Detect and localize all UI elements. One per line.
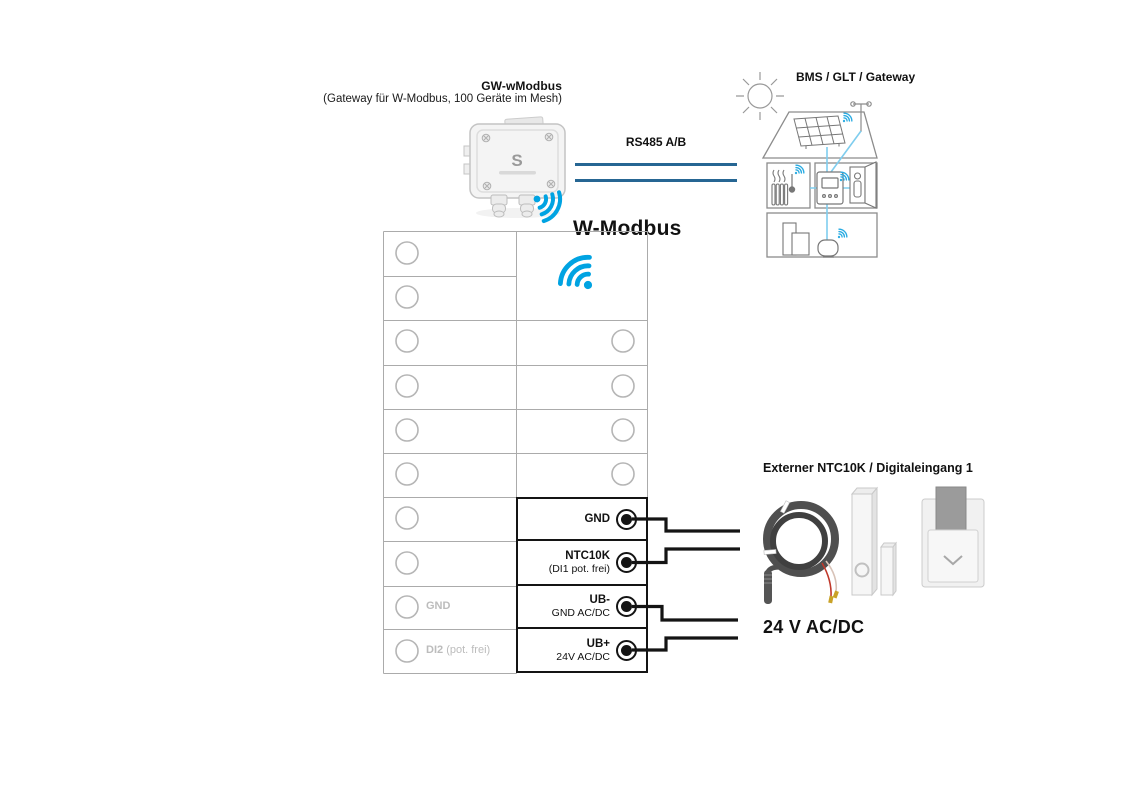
external-title: Externer NTC10K / Digitaleingang 1 xyxy=(763,461,973,475)
rs485-label: RS485 A/B xyxy=(625,135,687,149)
terminal-text xyxy=(556,638,610,663)
wire-gnd xyxy=(632,519,740,531)
terminal-sublabel: 24V AC/DC xyxy=(556,650,610,663)
terminal-text xyxy=(549,550,610,575)
terminal-label: UB+ xyxy=(586,637,610,650)
gateway-device-image xyxy=(452,112,572,224)
terminal-label: NTC10K xyxy=(565,550,610,562)
io-di2-note: (pot. frei) xyxy=(446,644,491,656)
external-devices-image xyxy=(746,480,998,608)
key-card-switch-image xyxy=(922,487,984,587)
io-label-di2 xyxy=(426,644,490,656)
io-di2-name: DI2 xyxy=(426,644,444,656)
io-label-gnd xyxy=(426,600,450,612)
rs485-line-b xyxy=(575,179,737,182)
device-logo: S xyxy=(511,151,523,170)
terminal-label: GND xyxy=(584,512,610,525)
terminal-sublabel: GND AC/DC xyxy=(551,607,610,619)
rs485-line-a xyxy=(575,163,737,166)
terminal-text xyxy=(552,594,610,619)
device-brand-strip xyxy=(499,171,536,175)
door-contact-image xyxy=(852,488,896,595)
table-wifi-icon xyxy=(555,251,605,301)
wire-ub-plus xyxy=(632,638,738,650)
terminal-text xyxy=(584,513,610,526)
wire-ub-minus xyxy=(632,607,738,621)
gateway-description: (Gateway für W-Modbus, 100 Geräte im Mesh) xyxy=(323,93,562,105)
io-gnd-name: GND xyxy=(426,600,451,612)
terminal-label: UB- xyxy=(589,594,610,606)
power-label: 24 V AC/DC xyxy=(763,617,865,637)
bms-house-illustration xyxy=(722,58,892,266)
terminal-sublabel: (DI1 pot. frei) xyxy=(548,563,610,575)
ntc-cable-sensor-image xyxy=(764,501,839,604)
gateway-name: GW-wModbus xyxy=(481,79,562,93)
wmodbus-label: W-Modbus xyxy=(569,217,685,241)
terminal-wires xyxy=(628,505,746,660)
basement-sensor-icon xyxy=(818,240,838,257)
bms-label: BMS / GLT / Gateway xyxy=(796,70,916,84)
sun-icon xyxy=(736,72,784,120)
wire-ntc10k xyxy=(632,549,740,563)
gateway-title-block xyxy=(300,79,562,106)
